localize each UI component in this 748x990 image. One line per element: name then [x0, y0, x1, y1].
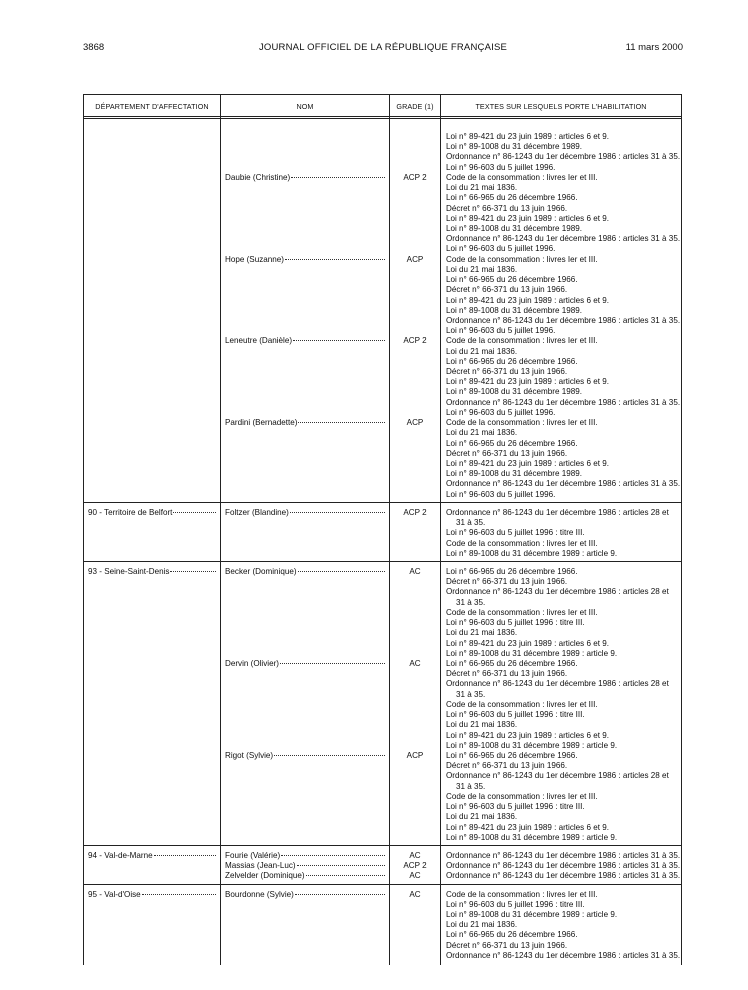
habilitation-text-line: Loi n° 96-603 du 5 juillet 1996. — [446, 162, 556, 172]
habilitation-text-line: Décret n° 66-371 du 13 juin 1966. — [446, 285, 568, 295]
habilitation-text-line: Loi n° 66-965 du 26 décembre 1966. — [446, 567, 578, 577]
habilitation-text-line: Loi n° 66-965 du 26 décembre 1966. — [446, 193, 578, 203]
person-name — [225, 659, 385, 669]
dot-leader — [280, 663, 385, 664]
group-divider — [84, 884, 681, 885]
habilitation-text-line: Loi n° 96-603 du 5 juillet 1996 : titre III. — [446, 899, 585, 909]
habilitation-texts — [446, 336, 680, 418]
habilitation-text-line: Loi n° 66-965 du 26 décembre 1966. — [446, 750, 578, 760]
habilitation-texts — [446, 508, 680, 559]
grade-value: ACP — [406, 750, 424, 760]
person-name-text: Becker (Dominique) — [225, 567, 297, 577]
habilitation-text-line: Loi n° 89-1008 du 31 décembre 1989 : article 9. — [446, 832, 618, 842]
habilitation-text-line: Ordonnance n° 86-1243 du 1er décembre 1986 : articles 31 à 35. — [446, 950, 681, 960]
header-rule — [84, 118, 681, 119]
habilitation-text-line: Décret n° 66-371 du 13 juin 1966. — [446, 669, 568, 679]
habilitation-text-line: Ordonnance n° 86-1243 du 1er décembre 1986 : articles 31 à 35. — [446, 315, 681, 325]
habilitation-texts — [446, 871, 680, 881]
habilitation-texts — [446, 418, 680, 500]
habilitation-text-line: Code de la consommation : livres Ier et III. — [446, 538, 598, 548]
dot-leader — [285, 259, 385, 260]
habilitation-text-line: Loi n° 66-965 du 26 décembre 1966. — [446, 275, 578, 285]
person-name-text: Dervin (Olivier) — [225, 659, 279, 668]
habilitation-text-line: Décret n° 66-371 du 13 juin 1966. — [446, 367, 568, 377]
person-name-text: Foltzer (Blandine) — [225, 507, 289, 517]
dot-leader — [274, 755, 385, 756]
dot-leader — [290, 512, 385, 513]
dot-leader — [173, 512, 216, 513]
habilitation-text-line: Loi n° 66-965 du 26 décembre 1966. — [446, 659, 578, 668]
habilitation-text-line: Ordonnance n° 86-1243 du 1er décembre 1986 : articles 31 à 35. — [446, 479, 681, 489]
grade-value: ACP — [406, 418, 424, 428]
department-name — [88, 508, 216, 518]
grade-value: ACP 2 — [403, 507, 427, 517]
habilitation-texts — [446, 659, 680, 751]
habilitation-text-line: Décret n° 66-371 du 13 juin 1966. — [446, 761, 568, 771]
column-divider — [440, 95, 441, 965]
person-name — [225, 173, 385, 183]
person-name — [225, 751, 385, 761]
habilitation-text-line: Décret n° 66-371 du 13 juin 1966. — [446, 448, 568, 458]
grade-value: AC — [409, 567, 421, 577]
habilitation-text-line: Ordonnance n° 86-1243 du 1er décembre 1986 : articles 28 et — [446, 771, 669, 781]
habilitation-text-line: Loi du 21 mai 1836. — [446, 264, 518, 274]
habilitation-text-line: Loi n° 96-603 du 5 juillet 1996. — [446, 489, 556, 499]
habilitation-text-line: Code de la consommation : livres Ier et III. — [446, 418, 598, 428]
department-name — [88, 851, 216, 861]
dot-leader — [142, 894, 216, 895]
department-name-text: 90 - Territoire de Belfort — [88, 507, 173, 517]
person-name-text: Massias (Jean-Luc) — [225, 861, 296, 871]
person-name — [225, 861, 385, 871]
header-rule — [84, 116, 681, 117]
person-name-text: Daubie (Christine) — [225, 172, 291, 182]
column-header-department: DÉPARTEMENT D'AFFECTATION — [95, 102, 209, 111]
habilitation-text-line: Loi n° 96-603 du 5 juillet 1996 : titre III. — [446, 618, 585, 628]
dot-leader — [297, 865, 385, 866]
habilitation-text-line: Loi n° 89-421 du 23 juin 1989 : articles 6 et 9. — [446, 730, 609, 740]
habilitation-text-line: Loi n° 89-1008 du 31 décembre 1989. — [446, 387, 582, 397]
person-name — [225, 508, 385, 518]
habilitation-text-line: Ordonnance n° 86-1243 du 1er décembre 1986 : articles 28 et — [446, 587, 669, 597]
person-name — [225, 418, 385, 428]
grade-value: ACP 2 — [403, 336, 427, 346]
habilitation-text-line: Code de la consommation : livres Ier et III. — [446, 607, 598, 617]
dot-leader — [291, 177, 385, 178]
habilitation-text-line: Loi n° 89-1008 du 31 décembre 1989 : article 9. — [446, 910, 618, 920]
habilitation-text-line: Loi n° 96-603 du 5 juillet 1996 : titre III. — [446, 802, 585, 812]
person-name — [225, 851, 385, 861]
person-name-text: Leneutre (Danièle) — [225, 336, 293, 346]
habilitation-text-line: 31 à 35. — [456, 781, 486, 791]
person-name-text: Bourdonne (Sylvie) — [225, 889, 294, 899]
dot-leader — [298, 571, 385, 572]
dot-leader — [281, 855, 385, 856]
habilitation-texts — [446, 851, 680, 861]
habilitation-text-line: Loi n° 89-1008 du 31 décembre 1989. — [446, 469, 582, 479]
habilitation-text-line: Loi n° 89-421 du 23 juin 1989 : articles 6 et 9. — [446, 822, 609, 832]
habilitation-text-line: Loi n° 96-603 du 5 juillet 1996. — [446, 407, 556, 417]
habilitation-text-line: Code de la consommation : livres Ier et III. — [446, 336, 598, 346]
habilitation-texts — [446, 890, 680, 962]
column-header-texts: TEXTES SUR LESQUELS PORTE L'HABILITATION — [475, 102, 647, 111]
habilitation-text-line: Loi n° 89-1008 du 31 décembre 1989. — [446, 142, 582, 152]
habilitation-texts — [446, 751, 680, 843]
habilitation-text-line: Loi n° 89-421 du 23 juin 1989 : articles 6 et 9. — [446, 295, 609, 305]
column-divider — [220, 95, 221, 965]
person-name-text: Fourie (Valérie) — [225, 850, 281, 860]
habilitation-text-line: Loi n° 89-421 du 23 juin 1989 : articles 6 et 9. — [446, 377, 609, 387]
habilitation-text-line: Loi n° 66-965 du 26 décembre 1966. — [446, 356, 578, 366]
habilitation-text-line: Loi du 21 mai 1836. — [446, 183, 518, 193]
grade-value: AC — [409, 871, 421, 881]
dot-leader — [293, 340, 385, 341]
habilitation-text-line: Code de la consommation : livres Ier et III. — [446, 254, 598, 264]
habilitation-texts — [446, 132, 680, 173]
habilitation-text-line: Loi n° 66-965 du 26 décembre 1966. — [446, 930, 578, 940]
habilitation-text-line: Loi du 21 mai 1836. — [446, 920, 518, 930]
habilitation-table — [83, 94, 682, 965]
dot-leader — [295, 894, 385, 895]
column-header-grade: GRADE (1) — [396, 102, 434, 111]
habilitation-text-line: Loi du 21 mai 1836. — [446, 628, 518, 638]
grade-value: AC — [409, 659, 421, 668]
habilitation-text-line: Code de la consommation : livres Ier et III. — [446, 889, 598, 899]
person-name-text: Zelvelder (Dominique) — [225, 871, 305, 881]
habilitation-text-line: Décret n° 66-371 du 13 juin 1966. — [446, 203, 568, 213]
habilitation-text-line: Loi n° 96-603 du 5 juillet 1996. — [446, 244, 556, 254]
habilitation-text-line: Loi n° 89-1008 du 31 décembre 1989. — [446, 305, 582, 315]
dot-leader — [298, 422, 385, 423]
habilitation-text-line: Ordonnance n° 86-1243 du 1er décembre 1986 : articles 31 à 35. — [446, 871, 681, 881]
page-number: 3868 — [83, 42, 105, 53]
habilitation-text-line: Loi n° 89-1008 du 31 décembre 1989. — [446, 223, 582, 233]
habilitation-text-line: Code de la consommation : livres Ier et III. — [446, 172, 598, 182]
page-header — [83, 42, 683, 56]
habilitation-text-line: Loi du 21 mai 1836. — [446, 428, 518, 438]
habilitation-text-line: Loi du 21 mai 1836. — [446, 720, 518, 730]
grade-value: ACP 2 — [403, 172, 427, 182]
person-name — [225, 890, 385, 900]
grade-value: AC — [409, 850, 421, 860]
publication-date: 11 mars 2000 — [625, 42, 683, 53]
habilitation-text-line: Décret n° 66-371 du 13 juin 1966. — [446, 940, 568, 950]
habilitation-text-line: Ordonnance n° 86-1243 du 1er décembre 1986 : articles 31 à 35. — [446, 397, 681, 407]
dot-leader — [306, 875, 385, 876]
habilitation-text-line: Loi n° 89-421 du 23 juin 1989 : articles 6 et 9. — [446, 132, 609, 141]
habilitation-text-line: Ordonnance n° 86-1243 du 1er décembre 1986 : articles 31 à 35. — [446, 850, 681, 860]
column-divider — [389, 95, 390, 965]
department-name-text: 94 - Val-de-Marne — [88, 850, 153, 860]
habilitation-texts — [446, 567, 680, 659]
habilitation-texts — [446, 255, 680, 337]
habilitation-text-line: 31 à 35. — [456, 597, 486, 607]
dot-leader — [170, 571, 216, 572]
habilitation-text-line: Loi n° 96-603 du 5 juillet 1996 : titre III. — [446, 710, 585, 720]
group-divider — [84, 845, 681, 846]
habilitation-text-line: Loi n° 89-1008 du 31 décembre 1989 : article 9. — [446, 740, 618, 750]
habilitation-text-line: Loi n° 96-603 du 5 juillet 1996. — [446, 326, 556, 336]
group-divider — [84, 561, 681, 562]
person-name — [225, 336, 385, 346]
person-name — [225, 255, 385, 265]
habilitation-text-line: Décret n° 66-371 du 13 juin 1966. — [446, 577, 568, 587]
habilitation-text-line: Ordonnance n° 86-1243 du 1er décembre 1986 : articles 31 à 35. — [446, 861, 681, 871]
habilitation-text-line: 31 à 35. — [456, 518, 486, 528]
grade-value: AC — [409, 889, 421, 899]
person-name-text: Hope (Suzanne) — [225, 254, 284, 264]
grade-value: ACP 2 — [403, 861, 427, 871]
department-name-text: 93 - Seine-Saint-Denis — [88, 567, 170, 577]
habilitation-text-line: Loi n° 66-965 du 26 décembre 1966. — [446, 438, 578, 448]
department-name — [88, 567, 216, 577]
habilitation-text-line: Ordonnance n° 86-1243 du 1er décembre 1986 : articles 28 et — [446, 507, 669, 517]
habilitation-texts — [446, 173, 680, 255]
grade-value: ACP — [406, 254, 424, 264]
habilitation-text-line: Code de la consommation : livres Ier et III. — [446, 791, 598, 801]
dot-leader — [154, 855, 216, 856]
habilitation-text-line: Loi du 21 mai 1836. — [446, 812, 518, 822]
habilitation-text-line: Loi n° 89-1008 du 31 décembre 1989 : article 9. — [446, 548, 618, 558]
person-name-text: Pardini (Bernadette) — [225, 418, 298, 428]
person-name — [225, 871, 385, 881]
habilitation-text-line: Loi n° 89-421 du 23 juin 1989 : articles 6 et 9. — [446, 638, 609, 648]
department-name — [88, 890, 216, 900]
habilitation-text-line: Code de la consommation : livres Ier et III. — [446, 699, 598, 709]
column-header-name: NOM — [296, 102, 314, 111]
habilitation-text-line: Loi n° 89-421 du 23 juin 1989 : articles 6 et 9. — [446, 459, 609, 469]
department-name-text: 95 - Val-d'Oise — [88, 889, 141, 899]
group-divider — [84, 502, 681, 503]
habilitation-text-line: Ordonnance n° 86-1243 du 1er décembre 1986 : articles 28 et — [446, 679, 669, 689]
habilitation-text-line: Ordonnance n° 86-1243 du 1er décembre 1986 : articles 31 à 35. — [446, 152, 681, 162]
journal-title: JOURNAL OFFICIEL DE LA RÉPUBLIQUE FRANÇAISE — [258, 42, 508, 53]
person-name-text: Rigot (Sylvie) — [225, 750, 274, 760]
habilitation-text-line: Loi n° 96-603 du 5 juillet 1996 : titre III. — [446, 528, 585, 538]
habilitation-text-line: Loi n° 89-421 du 23 juin 1989 : articles 6 et 9. — [446, 213, 609, 223]
habilitation-text-line: Loi n° 89-1008 du 31 décembre 1989 : article 9. — [446, 648, 618, 658]
habilitation-text-line: 31 à 35. — [456, 689, 486, 699]
habilitation-text-line: Loi du 21 mai 1836. — [446, 346, 518, 356]
habilitation-text-line: Ordonnance n° 86-1243 du 1er décembre 1986 : articles 31 à 35. — [446, 234, 681, 244]
habilitation-texts — [446, 861, 680, 871]
person-name — [225, 567, 385, 577]
